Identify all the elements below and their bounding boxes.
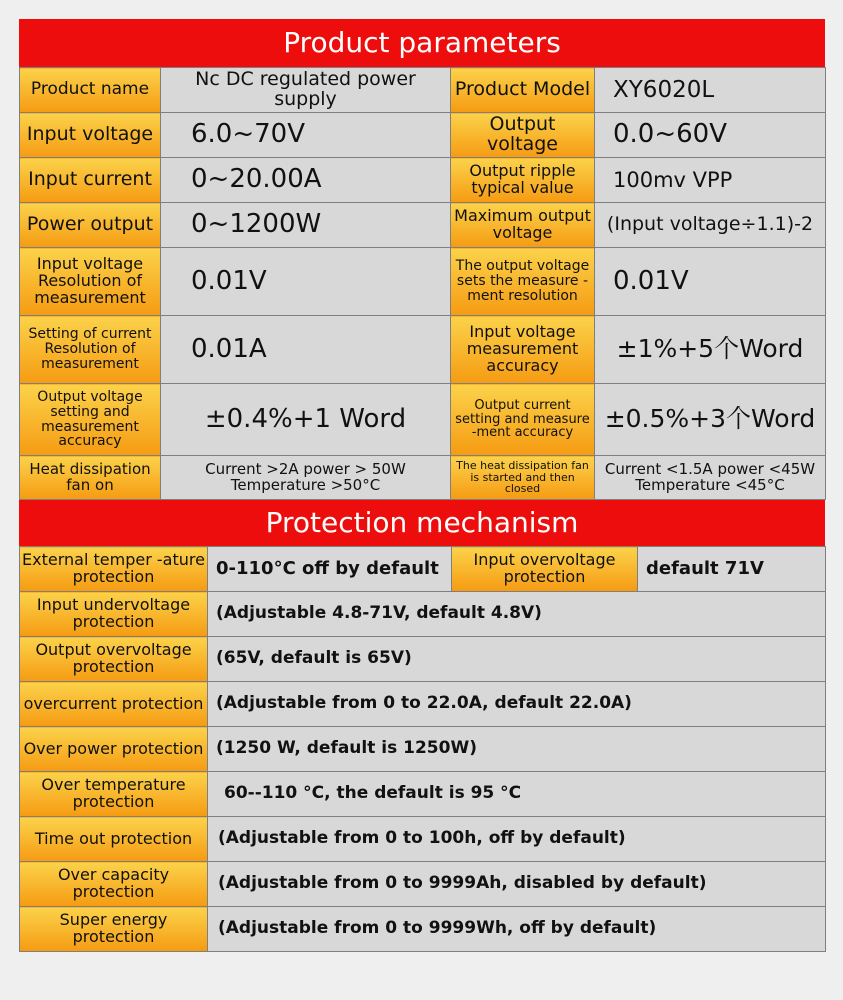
output-voltage-accuracy-value: ±0.4%+1 Word: [161, 384, 451, 456]
input-undervoltage-value: (Adjustable 4.8-71V, default 4.8V): [208, 592, 826, 637]
output-current-accuracy-value: ±0.5%+3个Word: [595, 384, 826, 456]
input-voltage-accuracy-label: Input voltage measurement accuracy: [451, 316, 595, 384]
time-out-value: (Adjustable from 0 to 100h, off by default): [208, 817, 826, 862]
over-temperature-value: 60--110 °C, the default is 95 °C: [208, 772, 826, 817]
ext-temp-label: External temper -ature protection: [20, 547, 208, 592]
over-power-label: Over power protection: [20, 727, 208, 772]
heat-fan-closed-label: The heat dissipation fan is started and then closed: [451, 456, 595, 500]
power-output-label: Power output: [20, 203, 161, 248]
overcurrent-label: overcurrent protection: [20, 682, 208, 727]
max-output-voltage-label: Maximum output voltage: [451, 203, 595, 248]
over-capacity-value: (Adjustable from 0 to 9999Ah, disabled by default): [208, 862, 826, 907]
input-ov-label: Input overvoltage protection: [452, 547, 638, 592]
product-model-label: Product Model: [451, 68, 595, 113]
super-energy-label: Super energy protection: [20, 907, 208, 952]
output-ripple-value: 100mv VPP: [595, 158, 826, 203]
product-parameters-table: [19, 67, 826, 500]
output-voltage-set-resolution-label: The output voltage sets the measure -ment resolution: [451, 248, 595, 316]
over-power-value: (1250 W, default is 1250W): [208, 727, 826, 772]
product-model-value: XY6020L: [595, 68, 826, 113]
heat-fan-on-label: Heat dissipation fan on: [20, 456, 161, 500]
input-voltage-accuracy-value: ±1%+5个Word: [595, 316, 826, 384]
overcurrent-value: (Adjustable from 0 to 22.0A, default 22.0A): [208, 682, 826, 727]
input-voltage-label: Input voltage: [20, 113, 161, 158]
product-name-value: Nc DC regulated power supply: [161, 68, 451, 113]
protection-table: [19, 546, 826, 952]
output-overvoltage-value: (65V, default is 65V): [208, 637, 826, 682]
super-energy-value: (Adjustable from 0 to 9999Wh, off by default): [208, 907, 826, 952]
product-name-label: Product name: [20, 68, 161, 113]
input-voltage-resolution-label: Input voltage Resolution of measurement: [20, 248, 161, 316]
current-resolution-value: 0.01A: [161, 316, 451, 384]
heat-fan-closed-value: Current <1.5A power <45W Temperature <45°C: [595, 456, 826, 500]
input-voltage-value: 6.0~70V: [161, 113, 451, 158]
spec-sheet: [19, 19, 825, 952]
protection-mechanism-title: Protection mechanism: [19, 500, 825, 546]
over-capacity-label: Over capacity protection: [20, 862, 208, 907]
input-ov-value: default 71V: [638, 547, 826, 592]
input-current-label: Input current: [20, 158, 161, 203]
input-current-value: 0~20.00A: [161, 158, 451, 203]
over-temperature-label: Over temperature protection: [20, 772, 208, 817]
input-undervoltage-label: Input undervoltage protection: [20, 592, 208, 637]
output-voltage-value: 0.0~60V: [595, 113, 826, 158]
max-output-voltage-value: (Input voltage÷1.1)-2: [595, 203, 826, 248]
output-voltage-label: Output voltage: [451, 113, 595, 158]
product-parameters-title: Product parameters: [19, 19, 825, 67]
power-output-value: 0~1200W: [161, 203, 451, 248]
heat-fan-on-value: Current >2A power > 50W Temperature >50°C: [161, 456, 451, 500]
time-out-label: Time out protection: [20, 817, 208, 862]
output-ripple-label: Output ripple typical value: [451, 158, 595, 203]
output-current-accuracy-label: Output current setting and measure -ment accuracy: [451, 384, 595, 456]
ext-temp-value: 0-110°C off by default: [208, 547, 452, 592]
output-overvoltage-label: Output overvoltage protection: [20, 637, 208, 682]
output-voltage-accuracy-label: Output voltage setting and measurement accuracy: [20, 384, 161, 456]
output-voltage-set-resolution-value: 0.01V: [595, 248, 826, 316]
current-resolution-label: Setting of current Resolution of measurement: [20, 316, 161, 384]
input-voltage-resolution-value: 0.01V: [161, 248, 451, 316]
